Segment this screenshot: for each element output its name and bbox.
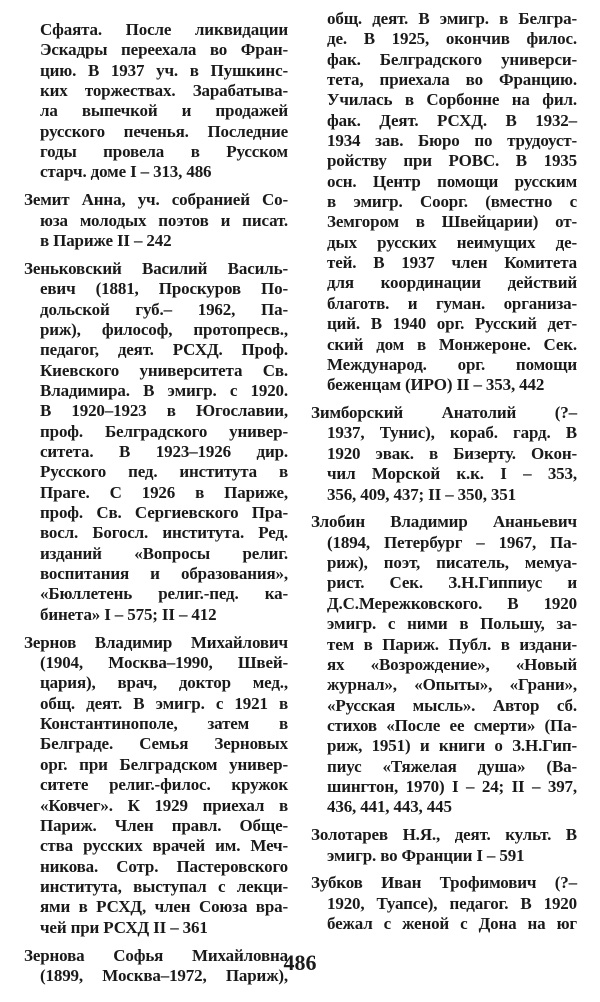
entry-headword-line: Золотарев Н.Я., деят. культ. В	[311, 825, 577, 845]
entry-text-line: Праге. С 1926 в Париже,	[40, 482, 288, 502]
entry-text-line: Владимира. В эмигр. с 1920.	[40, 381, 288, 401]
entry-text-line: журнал», «Опыты», «Грани»,	[327, 675, 577, 695]
entry-text-line: де. В 1925, окончив филос.	[327, 29, 577, 49]
entry-text-line: 1934 зав. Бюро по трудоуст-	[327, 131, 577, 151]
entry-text-line: чей при РСХД II – 361	[40, 917, 208, 937]
entry-text-line: старч. доме I – 313, 486	[40, 162, 212, 182]
index-entry-continued	[311, 9, 577, 396]
entry-text-line: тей. В 1937 член Комитета	[327, 253, 577, 273]
index-entry	[24, 633, 288, 938]
entry-text-line: тем в Париж. Публ. в издани-	[327, 634, 577, 654]
entry-text-line: Киевского университета Св.	[40, 360, 288, 380]
entry-text-line: (1899, Москва–1972, Париж),	[40, 965, 288, 985]
entry-text-line: ях «Возрождение», «Новый	[327, 654, 577, 674]
entry-text-line: Эскадры переехала во Фран-	[40, 40, 288, 60]
entry-text-line: фак. Деят. РСХД. В 1932–	[327, 110, 577, 130]
entry-headword-line: Зубков Иван Трофимович (?–	[311, 873, 577, 893]
entry-text-line: никова. Сотр. Пастеровского	[40, 856, 288, 876]
entry-text-line: благотв. и гуман. организа-	[327, 293, 577, 313]
entry-text-line: изданий «Вопросы религ.	[40, 543, 288, 563]
entry-text-line: беженцам (ИРО) II – 353, 442	[327, 375, 545, 395]
index-entry	[311, 873, 577, 934]
entry-text-line: ла выпечкой и продажей	[40, 101, 288, 121]
entry-text-line: «Ковчег». К 1929 приехал в	[40, 795, 288, 815]
entry-text-line: шингтон, 1970) I – 24; II – 397,	[327, 776, 577, 796]
index-entry	[311, 512, 577, 817]
entry-text-line: чил Морской к.к. I – 353,	[327, 464, 577, 484]
entry-text-line: общ. деят. В эмигр. в Белгра-	[327, 9, 577, 28]
entry-text-line: стихов «После ее смерти» (Па-	[327, 715, 577, 735]
entry-headword-line: Зеньковский Василий Василь-	[24, 258, 288, 278]
entry-text-line: 436, 441, 443, 445	[327, 797, 452, 817]
entry-text-line: русского печенья. Последние	[40, 121, 288, 141]
entry-text-line: воспитания и образования»,	[40, 564, 288, 584]
entry-text-line: Белграде. Семья Зерновых	[40, 734, 288, 754]
entry-text-line: ций. В 1940 орг. Русский дет-	[327, 314, 577, 334]
entry-text-line: общ. деят. В эмигр. с 1921 в	[40, 693, 288, 713]
entry-headword-line: Зернов Владимир Михайлович	[24, 632, 288, 652]
entry-text-line: в Париже II – 242	[40, 231, 172, 251]
entry-text-line: фак. Белградского универси-	[327, 49, 577, 69]
entry-text-line: юза молодых поэтов и писат.	[40, 210, 288, 230]
entry-text-line: ких торжествах. Зарабатыва-	[40, 81, 288, 101]
entry-text-line: годы провела в Русском	[40, 142, 288, 162]
right-column	[311, 9, 577, 942]
entry-text-line: Константинополе, затем в	[40, 714, 288, 734]
entry-text-line: ситете религ.-филос. кружок	[40, 775, 288, 795]
entry-text-line: Париж. Член правл. Обще-	[40, 815, 288, 835]
entry-text-line: В 1920–1923 в Югославии,	[40, 401, 288, 421]
entry-text-line: (1904, Москва–1990, Швей-	[40, 653, 288, 673]
entry-text-line: (1894, Петербург – 1967, Па-	[327, 532, 577, 552]
entry-text-line: в эмигр. Соорг. (вместно с	[327, 192, 577, 212]
entry-headword-line: Зернова Софья Михайловна	[24, 945, 288, 965]
index-entry	[24, 190, 288, 251]
entry-text-line: педагог, деят. РСХД. Проф.	[40, 340, 288, 360]
entry-text-line: ройству при РОВС. В 1935	[327, 151, 577, 171]
entry-text-line: ями в РСХД, член Союза вра-	[40, 897, 288, 917]
entry-headword-line: Земит Анна, уч. собранией Со-	[24, 190, 288, 210]
entry-text-line: восл. Богосл. института. Ред.	[40, 523, 288, 543]
entry-text-line: проф. Св. Сергиевского Пра-	[40, 503, 288, 523]
entry-text-line: риж), поэт, писатель, мемуа-	[327, 553, 577, 573]
index-entry	[311, 403, 577, 505]
entry-text-line: эмигр. с ними в Польшу, за-	[327, 614, 577, 634]
entry-text-line: дольской губ.– 1962, Па-	[40, 299, 288, 319]
entry-text-line: тета, приехала во Францию.	[327, 70, 577, 90]
entry-text-line: Сфаята. После ликвидации	[40, 20, 288, 39]
entry-text-line: ский дом в Монжероне. Сек.	[327, 334, 577, 354]
index-entry-continued	[24, 20, 288, 183]
entry-text-line: Международ. орг. помощи	[327, 354, 577, 374]
entry-text-line: риж), философ, протопресв.,	[40, 320, 288, 339]
entry-text-line: рист. Сек. З.Н.Гиппиус и	[327, 573, 577, 593]
entry-text-line: ситета. В 1923–1926 дир.	[40, 442, 288, 462]
entry-text-line: Д.С.Мережковского. В 1920	[327, 593, 577, 613]
index-entry	[311, 825, 577, 866]
entry-text-line: цария), врач, доктор мед.,	[40, 673, 288, 693]
entry-text-line: Училась в Сорбонне на фил.	[327, 90, 577, 110]
entry-text-line: дых русских неимущих де-	[327, 232, 577, 252]
entry-text-line: Русского пед. института в	[40, 462, 288, 482]
entry-text-line: пиус «Тяжелая душа» (Ва-	[327, 756, 577, 776]
entry-text-line: эмигр. во Франции I – 591	[327, 845, 525, 865]
entry-text-line: бинета» I – 575; II – 412	[40, 604, 217, 624]
entry-text-line: 1937, Тунис), кораб. гард. В	[327, 423, 577, 443]
entry-text-line: ства русских врачей им. Меч-	[40, 836, 288, 856]
entry-text-line: 1920, Туапсе), педагог. В 1920	[327, 893, 577, 913]
entry-text-line: 356, 409, 437; II – 350, 351	[327, 484, 516, 504]
entry-text-line: риж, 1951) и книги о З.Н.Гип-	[327, 736, 577, 756]
entry-text-line: 1920 эвак. в Бизерту. Окон-	[327, 443, 577, 463]
entry-text-line: проф. Белградского универ-	[40, 421, 288, 441]
index-entry	[24, 259, 288, 625]
entry-text-line: евич (1881, Проскуров По-	[40, 279, 288, 299]
entry-text-line: для координации действий	[327, 273, 577, 293]
entry-headword-line: Злобин Владимир Ананьевич	[311, 512, 577, 532]
entry-text-line: Земгором в Швейцарии) от-	[327, 212, 577, 232]
entry-text-line: института, выступал с лекци-	[40, 876, 288, 896]
page-number: 486	[283, 950, 317, 975]
entry-text-line: «Русская мысль». Автор сб.	[327, 695, 577, 715]
entry-text-line: «Бюллетень религ.-пед. ка-	[40, 584, 288, 604]
entry-headword-line: Зимборский Анатолий (?–	[311, 403, 577, 423]
entry-text-line: орг. при Белградском универ-	[40, 754, 288, 774]
entry-text-line: бежал с женой с Дона на юг	[327, 914, 577, 934]
left-column	[24, 20, 288, 994]
entry-text-line: осн. Центр помощи русским	[327, 171, 577, 191]
entry-text-line: цию. В 1937 уч. в Пушкинс-	[40, 60, 288, 80]
